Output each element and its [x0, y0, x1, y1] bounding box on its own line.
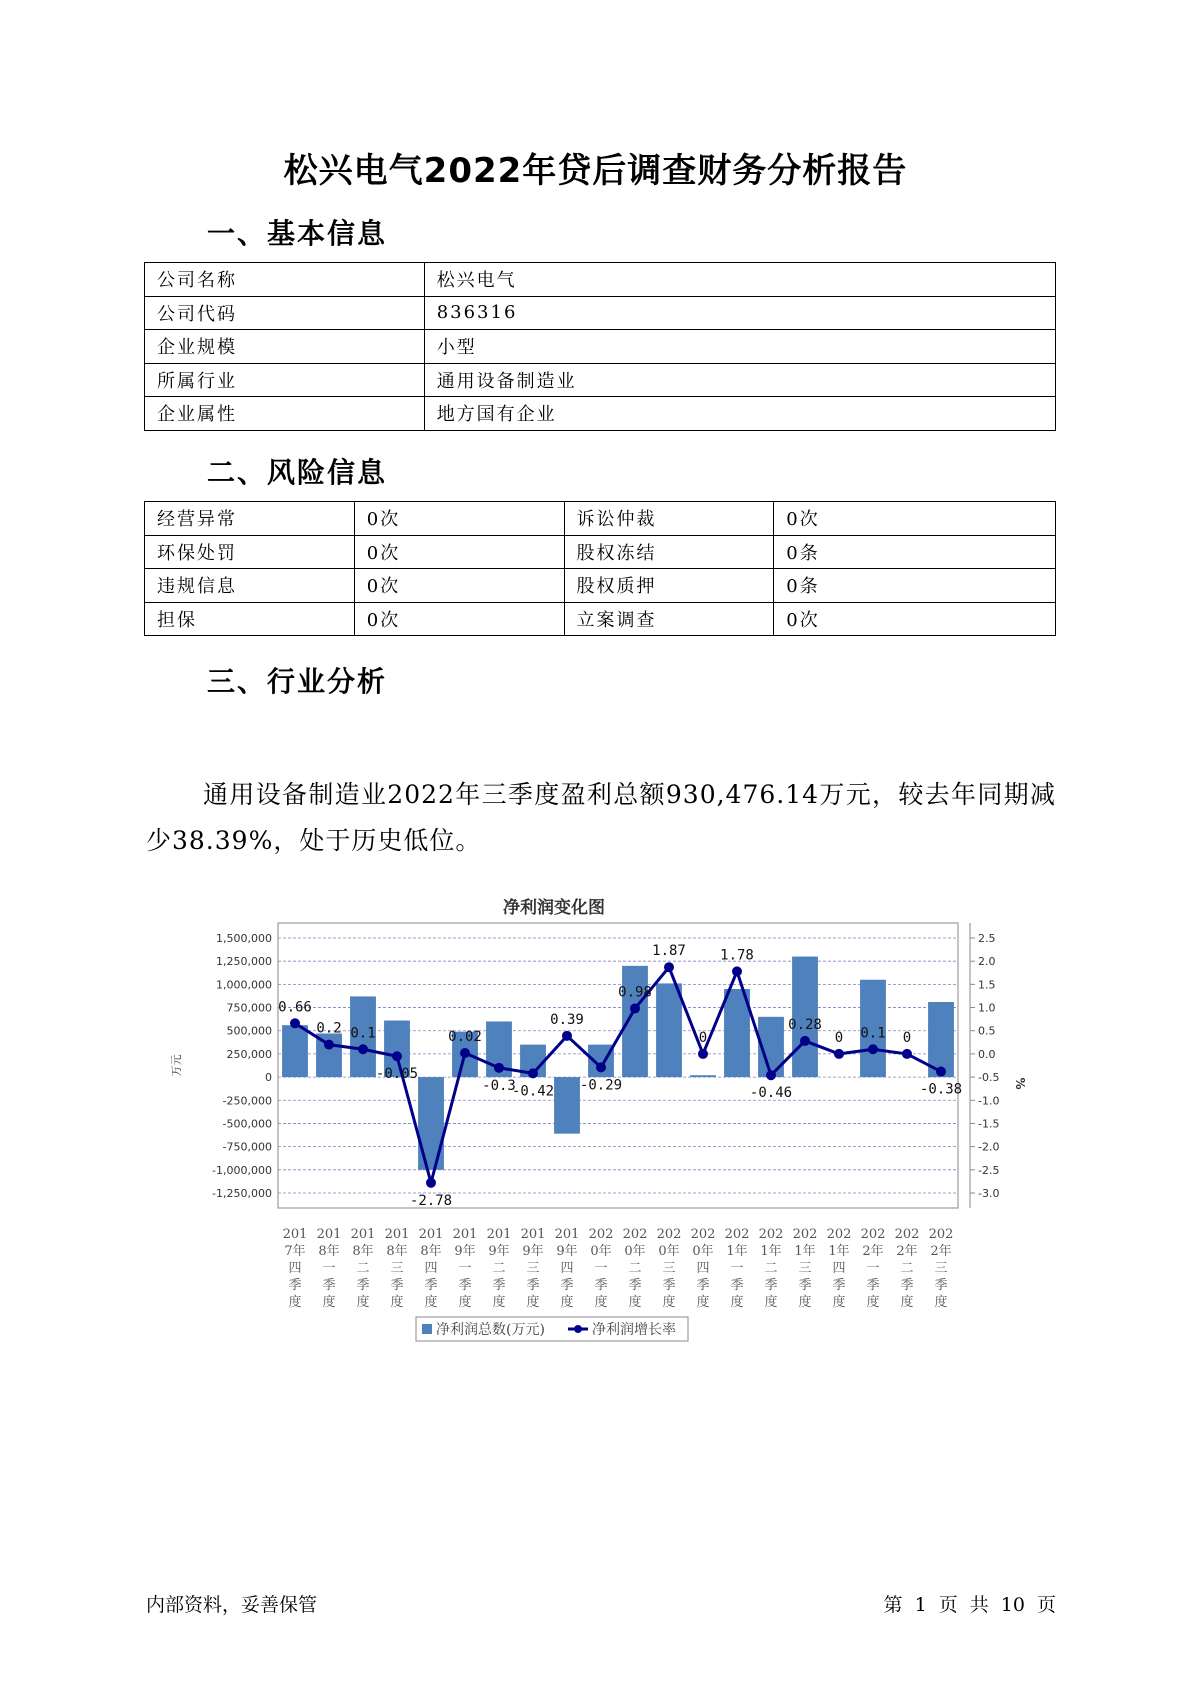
- x-axis-tick-label: 度: [526, 1295, 540, 1310]
- x-axis-tick-label: 201: [350, 1227, 376, 1242]
- risk-info-label: 股权质押: [564, 569, 774, 603]
- x-axis-tick-label: 季: [696, 1278, 710, 1293]
- x-axis-tick-label: 二: [900, 1261, 914, 1276]
- growth-rate-point: [732, 966, 742, 976]
- footer-page-number: 第 1 页 共 10 页: [883, 1594, 1056, 1616]
- chart-svg: [150, 885, 1040, 1345]
- growth-rate-label: 0.1: [350, 1025, 376, 1042]
- industry-paragraph: 通用设备制造业2022年三季度盈利总额930,476.14万元，较去年同期减少38.39%，处于历史低位。: [146, 780, 1056, 855]
- x-axis-tick-label: 季: [628, 1278, 642, 1293]
- growth-rate-point: [630, 1003, 640, 1013]
- x-axis-tick-label: 一: [594, 1261, 608, 1276]
- basic-info-label: 企业规模: [145, 330, 425, 364]
- growth-rate-point: [868, 1044, 878, 1054]
- risk-info-label: 立案调查: [564, 602, 774, 636]
- right-axis-tick-label: 0.0: [978, 1047, 996, 1061]
- x-axis-tick-label: 三: [390, 1261, 404, 1276]
- basic-info-value: 836316: [424, 296, 1055, 330]
- risk-info-value: 0次: [354, 502, 564, 536]
- x-axis-tick-label: 202: [928, 1227, 954, 1242]
- x-axis-tick-label: 9年: [454, 1244, 476, 1259]
- right-axis-tick-label: -0.5: [978, 1071, 1000, 1085]
- left-axis-tick-label: -1,250,000: [212, 1187, 272, 1200]
- risk-info-label: 经营异常: [145, 502, 355, 536]
- x-axis-tick-label: 度: [322, 1295, 336, 1310]
- x-axis-tick-label: 7年: [284, 1244, 306, 1259]
- legend-bar-swatch: [422, 1324, 432, 1334]
- growth-rate-label: 0.39: [550, 1011, 584, 1028]
- growth-rate-point: [834, 1049, 844, 1059]
- right-axis-tick-label: -1.0: [978, 1094, 1000, 1108]
- growth-rate-point: [562, 1031, 572, 1041]
- basic-info-label: 所属行业: [145, 363, 425, 397]
- left-axis-tick-label: 500,000: [226, 1024, 272, 1038]
- basic-info-table: [144, 262, 1056, 431]
- x-axis-tick-label: 度: [560, 1295, 574, 1310]
- x-axis-tick-label: 201: [554, 1227, 580, 1242]
- bar: [690, 1075, 716, 1077]
- bar: [418, 1077, 444, 1170]
- x-axis-tick-label: 度: [866, 1295, 880, 1310]
- x-axis-tick-label: 201: [384, 1227, 410, 1242]
- x-axis-tick-label: 度: [934, 1295, 948, 1310]
- left-axis-tick-label: 750,000: [226, 1001, 272, 1015]
- x-axis-tick-label: 季: [798, 1278, 812, 1293]
- growth-rate-label: 0: [902, 1029, 912, 1046]
- x-axis-tick-label: 四: [832, 1261, 846, 1276]
- x-axis-tick-label: 0年: [590, 1244, 612, 1259]
- x-axis-tick-label: 二: [764, 1261, 778, 1276]
- x-axis-tick-label: 0年: [658, 1244, 680, 1259]
- growth-rate-point: [324, 1040, 334, 1050]
- x-axis-tick-label: 度: [764, 1295, 778, 1310]
- growth-rate-label: 0.02: [448, 1028, 482, 1045]
- x-axis-tick-label: 季: [458, 1278, 472, 1293]
- left-axis-tick-label: -750,000: [222, 1140, 272, 1154]
- right-axis-tick-label: -2.5: [978, 1163, 1000, 1177]
- x-axis-tick-label: 2年: [930, 1244, 952, 1259]
- risk-info-row: [145, 602, 1056, 636]
- right-axis-tick-label: 1.0: [978, 1001, 996, 1015]
- x-axis-tick-label: 季: [934, 1278, 948, 1293]
- x-axis-tick-label: 202: [894, 1227, 920, 1242]
- growth-rate-label: -2.78: [409, 1192, 453, 1209]
- x-axis-tick-label: 201: [520, 1227, 546, 1242]
- x-axis-tick-label: 8年: [352, 1244, 374, 1259]
- x-axis-tick-label: 度: [594, 1295, 608, 1310]
- x-axis-tick-label: 一: [866, 1261, 880, 1276]
- x-axis-tick-label: 202: [656, 1227, 682, 1242]
- x-axis-tick-label: 201: [316, 1227, 342, 1242]
- x-axis-tick-label: 9年: [488, 1244, 510, 1259]
- risk-info-value: 0次: [774, 502, 1056, 536]
- x-axis-tick-label: 202: [622, 1227, 648, 1242]
- x-axis-tick-label: 季: [730, 1278, 744, 1293]
- basic-info-row: [145, 263, 1056, 297]
- left-axis-tick-label: 1,500,000: [216, 932, 272, 945]
- x-axis-tick-label: 度: [458, 1295, 472, 1310]
- x-axis-tick-label: 三: [526, 1261, 540, 1276]
- growth-rate-label: 0: [698, 1029, 708, 1046]
- x-axis-tick-label: 季: [526, 1278, 540, 1293]
- section-heading-basic: 一、基本信息: [207, 217, 388, 250]
- risk-info-label: 诉讼仲裁: [564, 502, 774, 536]
- x-axis-tick-label: 度: [832, 1295, 846, 1310]
- x-axis-tick-label: 度: [424, 1295, 438, 1310]
- basic-info-label: 企业属性: [145, 397, 425, 431]
- x-axis-tick-label: 1年: [760, 1244, 782, 1259]
- growth-rate-point: [936, 1067, 946, 1077]
- bar: [656, 983, 682, 1077]
- x-axis-tick-label: 季: [764, 1278, 778, 1293]
- x-axis-tick-label: 度: [492, 1295, 506, 1310]
- left-axis-tick-label: 1,250,000: [216, 955, 272, 969]
- left-axis-label: 万元: [170, 1054, 183, 1077]
- x-axis-tick-label: 季: [594, 1278, 608, 1293]
- x-axis-tick-label: 202: [826, 1227, 852, 1242]
- risk-info-value: 0条: [774, 535, 1056, 569]
- growth-rate-point: [902, 1049, 912, 1059]
- growth-rate-point: [766, 1070, 776, 1080]
- x-axis-tick-label: 季: [662, 1278, 676, 1293]
- x-axis-tick-label: 202: [758, 1227, 784, 1242]
- x-axis-tick-label: 8年: [420, 1244, 442, 1259]
- growth-rate-point: [664, 962, 674, 972]
- growth-rate-point: [426, 1178, 436, 1188]
- left-axis-tick-label: -250,000: [222, 1094, 272, 1108]
- x-axis-tick-label: 季: [866, 1278, 880, 1293]
- left-axis-tick-label: 1,000,000: [216, 978, 272, 992]
- legend-line-marker: [574, 1325, 582, 1333]
- legend-line-label: 净利润增长率: [592, 1322, 676, 1338]
- x-axis-tick-label: 三: [798, 1261, 812, 1276]
- x-axis-tick-label: 季: [322, 1278, 336, 1293]
- x-axis-tick-label: 季: [288, 1278, 302, 1293]
- x-axis-tick-label: 四: [424, 1261, 438, 1276]
- growth-rate-point: [460, 1048, 470, 1058]
- right-axis-label: %: [1013, 1077, 1027, 1090]
- risk-info-row: [145, 502, 1056, 536]
- x-axis-tick-label: 季: [424, 1278, 438, 1293]
- x-axis-tick-label: 1年: [794, 1244, 816, 1259]
- risk-info-value: 0次: [354, 535, 564, 569]
- left-axis-tick-label: 0: [265, 1071, 272, 1085]
- risk-info-label: 担保: [145, 602, 355, 636]
- risk-info-table: [144, 501, 1056, 636]
- x-axis-tick-label: 9年: [556, 1244, 578, 1259]
- right-axis-tick-label: -3.0: [978, 1187, 1000, 1200]
- growth-rate-label: -0.42: [511, 1083, 555, 1100]
- basic-info-value: 小型: [424, 330, 1055, 364]
- x-axis-tick-label: 202: [724, 1227, 750, 1242]
- basic-info-value: 地方国有企业: [424, 397, 1055, 431]
- net-profit-chart: [150, 885, 1040, 1345]
- growth-rate-label: 0.66: [278, 999, 312, 1016]
- x-axis-tick-label: 度: [288, 1295, 302, 1310]
- x-axis-tick-label: 度: [390, 1295, 404, 1310]
- x-axis-tick-label: 0年: [692, 1244, 714, 1259]
- basic-info-row: [145, 397, 1056, 431]
- growth-rate-point: [290, 1018, 300, 1028]
- growth-rate-point: [358, 1044, 368, 1054]
- basic-info-value: 通用设备制造业: [424, 363, 1055, 397]
- growth-rate-label: 0.1: [860, 1025, 886, 1042]
- growth-rate-label: -0.29: [579, 1077, 623, 1094]
- x-axis-tick-label: 度: [798, 1295, 812, 1310]
- x-axis-tick-label: 202: [860, 1227, 886, 1242]
- risk-info-row: [145, 569, 1056, 603]
- risk-info-label: 股权冻结: [564, 535, 774, 569]
- right-axis-tick-label: 2.5: [978, 932, 996, 945]
- growth-rate-label: 1.78: [720, 947, 754, 964]
- x-axis-tick-label: 8年: [386, 1244, 408, 1259]
- x-axis-tick-label: 2年: [896, 1244, 918, 1259]
- growth-rate-label: -0.38: [919, 1081, 963, 1098]
- right-axis-tick-label: -2.0: [978, 1140, 1000, 1154]
- x-axis-tick-label: 季: [560, 1278, 574, 1293]
- x-axis-tick-label: 二: [492, 1261, 506, 1276]
- x-axis-tick-label: 四: [696, 1261, 710, 1276]
- x-axis-tick-label: 202: [690, 1227, 716, 1242]
- growth-rate-point: [596, 1062, 606, 1072]
- x-axis-tick-label: 四: [288, 1261, 302, 1276]
- x-axis-tick-label: 一: [730, 1261, 744, 1276]
- growth-rate-label: 0.28: [788, 1016, 822, 1033]
- growth-rate-point: [800, 1036, 810, 1046]
- growth-rate-label: 1.87: [652, 943, 686, 960]
- x-axis-tick-label: 9年: [522, 1244, 544, 1259]
- risk-info-value: 0次: [354, 569, 564, 603]
- x-axis-tick-label: 201: [418, 1227, 444, 1242]
- x-axis-tick-label: 8年: [318, 1244, 340, 1259]
- basic-info-row: [145, 330, 1056, 364]
- x-axis-tick-label: 三: [662, 1261, 676, 1276]
- basic-info-label: 公司名称: [145, 263, 425, 297]
- x-axis-tick-label: 202: [792, 1227, 818, 1242]
- right-axis-tick-label: -1.5: [978, 1117, 1000, 1131]
- x-axis-tick-label: 1年: [726, 1244, 748, 1259]
- risk-info-row: [145, 535, 1056, 569]
- chart-title: 净利润变化图: [503, 898, 605, 918]
- growth-rate-label: 0.2: [316, 1020, 342, 1037]
- x-axis-tick-label: 2年: [862, 1244, 884, 1259]
- section-heading-industry: 三、行业分析: [207, 665, 388, 698]
- x-axis-tick-label: 三: [934, 1261, 948, 1276]
- left-axis-tick-label: 250,000: [226, 1047, 272, 1061]
- risk-info-value: 0次: [774, 602, 1056, 636]
- right-axis-tick-label: 2.0: [978, 955, 996, 969]
- x-axis-tick-label: 季: [832, 1278, 846, 1293]
- x-axis-tick-label: 201: [452, 1227, 478, 1242]
- x-axis-tick-label: 度: [900, 1295, 914, 1310]
- basic-info-label: 公司代码: [145, 296, 425, 330]
- x-axis-tick-label: 二: [628, 1261, 642, 1276]
- growth-rate-label: -0.46: [749, 1085, 793, 1102]
- x-axis-tick-label: 季: [492, 1278, 506, 1293]
- x-axis-tick-label: 0年: [624, 1244, 646, 1259]
- x-axis-tick-label: 201: [282, 1227, 308, 1242]
- growth-rate-point: [698, 1049, 708, 1059]
- x-axis-tick-label: 一: [322, 1261, 336, 1276]
- section-heading-risk: 二、风险信息: [207, 456, 388, 489]
- x-axis-tick-label: 度: [356, 1295, 370, 1310]
- basic-info-row: [145, 296, 1056, 330]
- risk-info-value: 0次: [354, 602, 564, 636]
- basic-info-value: 松兴电气: [424, 263, 1055, 297]
- risk-info-label: 违规信息: [145, 569, 355, 603]
- risk-info-label: 环保处罚: [145, 535, 355, 569]
- right-axis-tick-label: 1.5: [978, 978, 996, 992]
- x-axis-tick-label: 季: [356, 1278, 370, 1293]
- x-axis-tick-label: 度: [696, 1295, 710, 1310]
- growth-rate-label: 0: [834, 1029, 844, 1046]
- right-axis-tick-label: 0.5: [978, 1024, 996, 1038]
- x-axis-tick-label: 四: [560, 1261, 574, 1276]
- x-axis-tick-label: 一: [458, 1261, 472, 1276]
- x-axis-tick-label: 度: [662, 1295, 676, 1310]
- x-axis-tick-label: 度: [628, 1295, 642, 1310]
- left-axis-tick-label: -500,000: [222, 1117, 272, 1131]
- x-axis-tick-label: 度: [730, 1295, 744, 1310]
- risk-info-value: 0条: [774, 569, 1056, 603]
- x-axis-tick-label: 二: [356, 1261, 370, 1276]
- report-title: 松兴电气2022年贷后调查财务分析报告: [283, 151, 908, 191]
- growth-rate-point: [528, 1068, 538, 1078]
- x-axis-tick-label: 季: [900, 1278, 914, 1293]
- growth-rate-label: 0.98: [618, 984, 652, 1001]
- left-axis-tick-label: -1,000,000: [212, 1163, 272, 1177]
- footer-confidential: 内部资料，妥善保管: [146, 1594, 318, 1616]
- legend-bar-label: 净利润总数(万元): [436, 1322, 545, 1338]
- bar: [554, 1077, 580, 1134]
- basic-info-row: [145, 363, 1056, 397]
- x-axis-tick-label: 201: [486, 1227, 512, 1242]
- growth-rate-point: [392, 1051, 402, 1061]
- x-axis-tick-label: 季: [390, 1278, 404, 1293]
- growth-rate-point: [494, 1063, 504, 1073]
- x-axis-tick-label: 1年: [828, 1244, 850, 1259]
- bar: [282, 1025, 308, 1077]
- growth-rate-label: -0.3: [482, 1077, 516, 1094]
- growth-rate-label: -0.05: [375, 1066, 419, 1083]
- x-axis-tick-label: 202: [588, 1227, 614, 1242]
